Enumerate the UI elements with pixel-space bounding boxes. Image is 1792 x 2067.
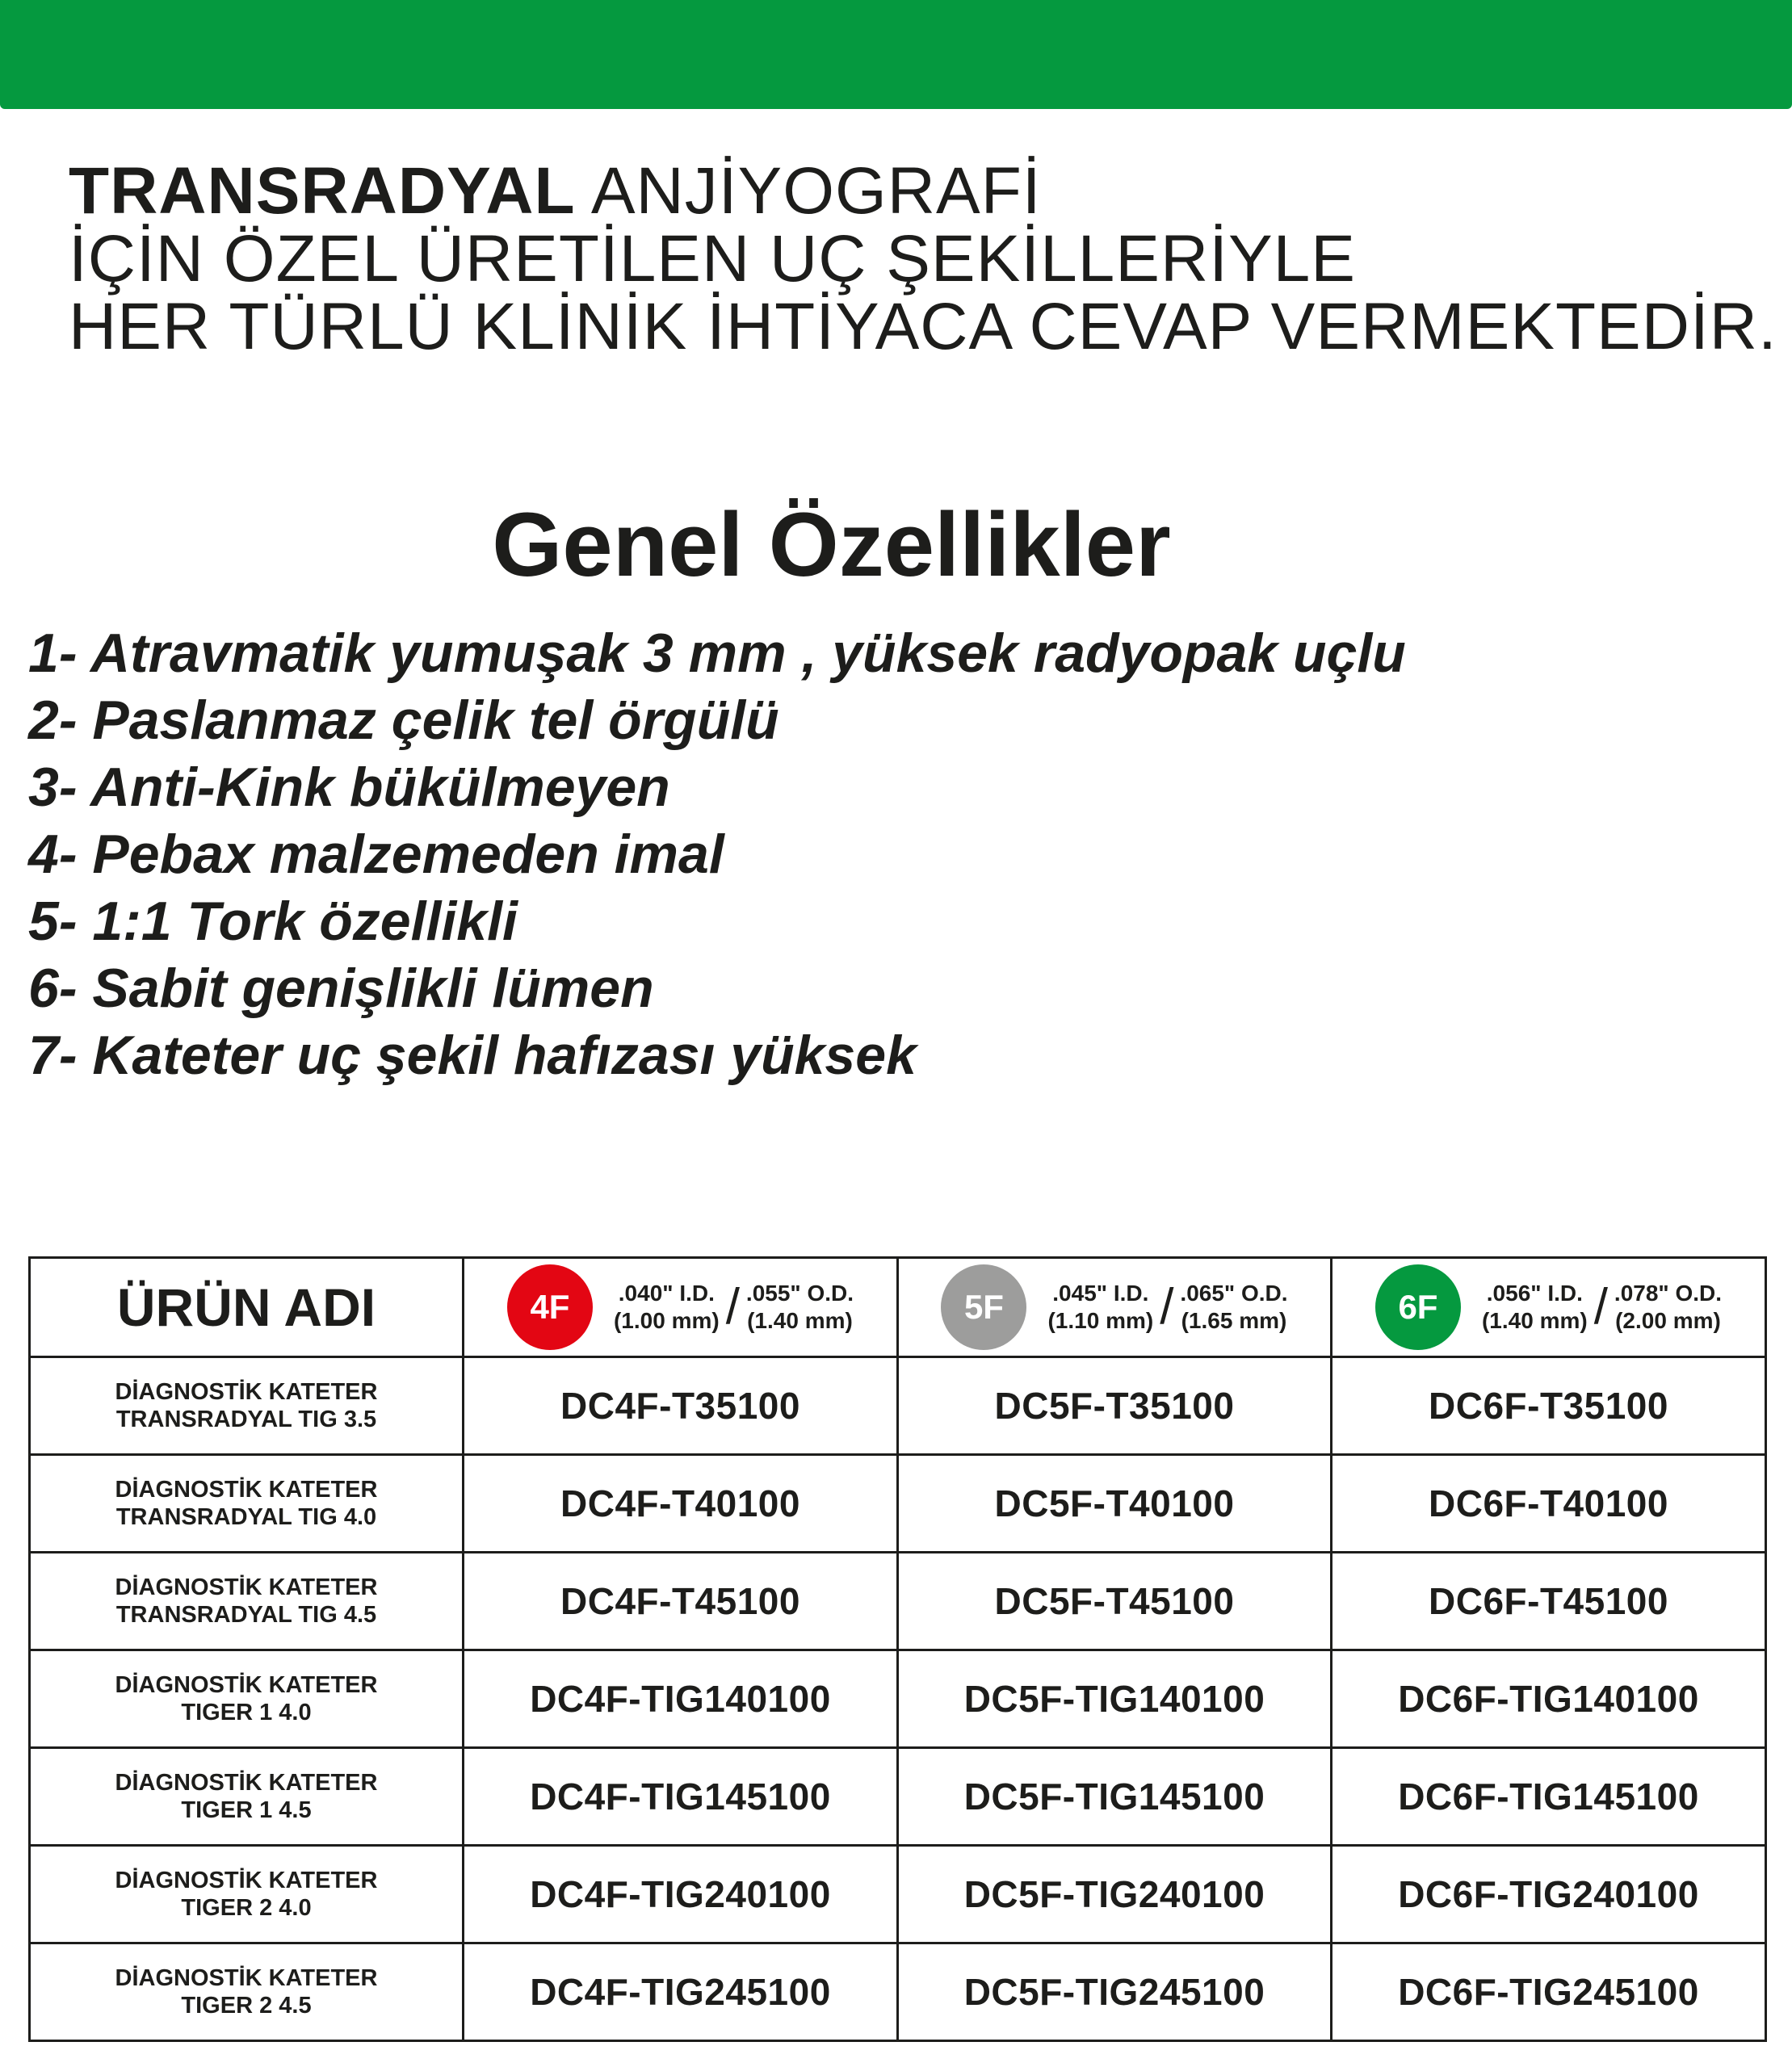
feature-item: 2- Paslanmaz çelik tel örgülü: [28, 690, 779, 751]
product-name-cell: [30, 1846, 464, 1943]
product-code-5f: DC5F-TIG145100: [898, 1748, 1332, 1846]
outer-diameter-mm: (2.00 mm): [1615, 1308, 1721, 1333]
size-dimensions: [1482, 1280, 1722, 1335]
product-code-5f: DC5F-TIG140100: [898, 1650, 1332, 1748]
slash-divider: /: [725, 1279, 740, 1335]
product-model: TIGER 2 4.0: [181, 1895, 312, 1921]
size-dimensions: [1047, 1280, 1287, 1335]
inner-diameter-mm: (1.00 mm): [613, 1308, 720, 1333]
intro-heading: [69, 154, 1777, 363]
outer-diameter-inch: .065" O.D.: [1180, 1281, 1288, 1306]
product-model: TIGER 2 4.5: [181, 1993, 312, 2019]
size-header-6f: [1332, 1258, 1766, 1357]
outer-diameter-mm: (1.40 mm): [747, 1308, 853, 1333]
product-code-5f: DC5F-TIG240100: [898, 1846, 1332, 1943]
product-type: DİAGNOSTİK KATETER: [115, 1965, 378, 1991]
product-name-cell: [30, 1455, 464, 1553]
outer-diameter-mm: (1.65 mm): [1181, 1308, 1287, 1333]
product-model: TRANSRADYAL TIG 4.0: [115, 1504, 377, 1530]
size-header-5f: [898, 1258, 1332, 1357]
product-code-6f: DC6F-TIG245100: [1332, 1943, 1766, 2041]
features-title: Genel Özellikler: [492, 494, 1171, 595]
product-model: TIGER 1 4.0: [181, 1700, 312, 1725]
product-code-6f: DC6F-T35100: [1332, 1357, 1766, 1455]
table-row: [30, 1455, 1766, 1553]
product-code-5f: DC5F-T45100: [898, 1553, 1332, 1650]
product-model: TRANSRADYAL TIG 4.5: [115, 1602, 377, 1628]
inner-diameter-inch: .040" I.D.: [618, 1281, 715, 1306]
features-list: [28, 620, 1406, 1089]
product-code-6f: DC6F-TIG240100: [1332, 1846, 1766, 1943]
size-header-4f: [464, 1258, 898, 1357]
header-color-bar: [0, 0, 1792, 109]
product-table: [28, 1256, 1767, 2042]
product-code-4f: DC4F-T45100: [464, 1553, 898, 1650]
inner-diameter-mm: (1.10 mm): [1047, 1308, 1154, 1333]
feature-item: 6- Sabit genişlikli lümen: [28, 958, 654, 1019]
size-dimensions: [614, 1280, 854, 1335]
product-code-4f: DC4F-TIG140100: [464, 1650, 898, 1748]
table-row: [30, 1553, 1766, 1650]
product-code-6f: DC6F-TIG140100: [1332, 1650, 1766, 1748]
table-row: [30, 1650, 1766, 1748]
product-type: DİAGNOSTİK KATETER: [115, 1868, 378, 1893]
inner-diameter-mm: (1.40 mm): [1481, 1308, 1588, 1333]
product-code-5f: DC5F-T40100: [898, 1455, 1332, 1553]
inner-diameter-inch: .045" I.D.: [1052, 1281, 1149, 1306]
product-name-cell: [30, 1553, 464, 1650]
intro-line-1-rest: ANJİYOGRAFİ: [590, 154, 1042, 228]
table-row: [30, 1943, 1766, 2041]
product-name-cell: [30, 1748, 464, 1846]
intro-line-2: İÇİN ÖZEL ÜRETİLEN UÇ ŞEKİLLERİYLE: [69, 222, 1356, 296]
outer-diameter-inch: .055" O.D.: [745, 1281, 854, 1306]
product-type: DİAGNOSTİK KATETER: [115, 1379, 378, 1405]
intro-line-3: HER TÜRLÜ KLİNİK İHTİYACA CEVAP VERMEKTEDİR.: [69, 290, 1777, 363]
product-name-header: ÜRÜN ADI: [30, 1258, 464, 1357]
product-model: TRANSRADYAL TIG 3.5: [115, 1407, 377, 1432]
product-code-5f: DC5F-T35100: [898, 1357, 1332, 1455]
outer-diameter-inch: .078" O.D.: [1614, 1281, 1723, 1306]
feature-item: 1- Atravmatik yumuşak 3 mm , yüksek radyopak uçlu: [28, 623, 1406, 684]
feature-item: 5- 1:1 Tork özellikli: [28, 891, 518, 952]
product-name-cell: [30, 1943, 464, 2041]
feature-item: 4- Pebax malzemeden imal: [28, 824, 724, 885]
product-type: DİAGNOSTİK KATETER: [115, 1770, 378, 1796]
product-code-4f: DC4F-TIG245100: [464, 1943, 898, 2041]
table-row: [30, 1748, 1766, 1846]
slash-divider: /: [1160, 1279, 1174, 1335]
product-code-6f: DC6F-T45100: [1332, 1553, 1766, 1650]
product-code-4f: DC4F-T40100: [464, 1455, 898, 1553]
product-type: DİAGNOSTİK KATETER: [115, 1477, 378, 1503]
feature-item: 7- Kateter uç şekil hafızası yüksek: [28, 1025, 917, 1086]
product-name-cell: [30, 1650, 464, 1748]
product-model: TIGER 1 4.5: [181, 1797, 312, 1823]
product-type: DİAGNOSTİK KATETER: [115, 1672, 378, 1698]
size-badge-6f: 6F: [1375, 1264, 1461, 1350]
inner-diameter-inch: .056" I.D.: [1486, 1281, 1583, 1306]
table-row: [30, 1846, 1766, 1943]
table-header-row: [30, 1258, 1766, 1357]
product-code-6f: DC6F-TIG145100: [1332, 1748, 1766, 1846]
slash-divider: /: [1593, 1279, 1608, 1335]
feature-item: 3- Anti-Kink bükülmeyen: [28, 757, 670, 818]
product-code-6f: DC6F-T40100: [1332, 1455, 1766, 1553]
product-code-4f: DC4F-TIG145100: [464, 1748, 898, 1846]
size-badge-4f: 4F: [507, 1264, 593, 1350]
intro-line-1: [69, 154, 1777, 228]
table-row: [30, 1357, 1766, 1455]
product-name-cell: [30, 1357, 464, 1455]
product-code-5f: DC5F-TIG245100: [898, 1943, 1332, 2041]
product-code-4f: DC4F-T35100: [464, 1357, 898, 1455]
product-code-4f: DC4F-TIG240100: [464, 1846, 898, 1943]
intro-keyword: TRANSRADYAL: [69, 154, 576, 228]
product-type: DİAGNOSTİK KATETER: [115, 1574, 378, 1600]
size-badge-5f: 5F: [941, 1264, 1026, 1350]
